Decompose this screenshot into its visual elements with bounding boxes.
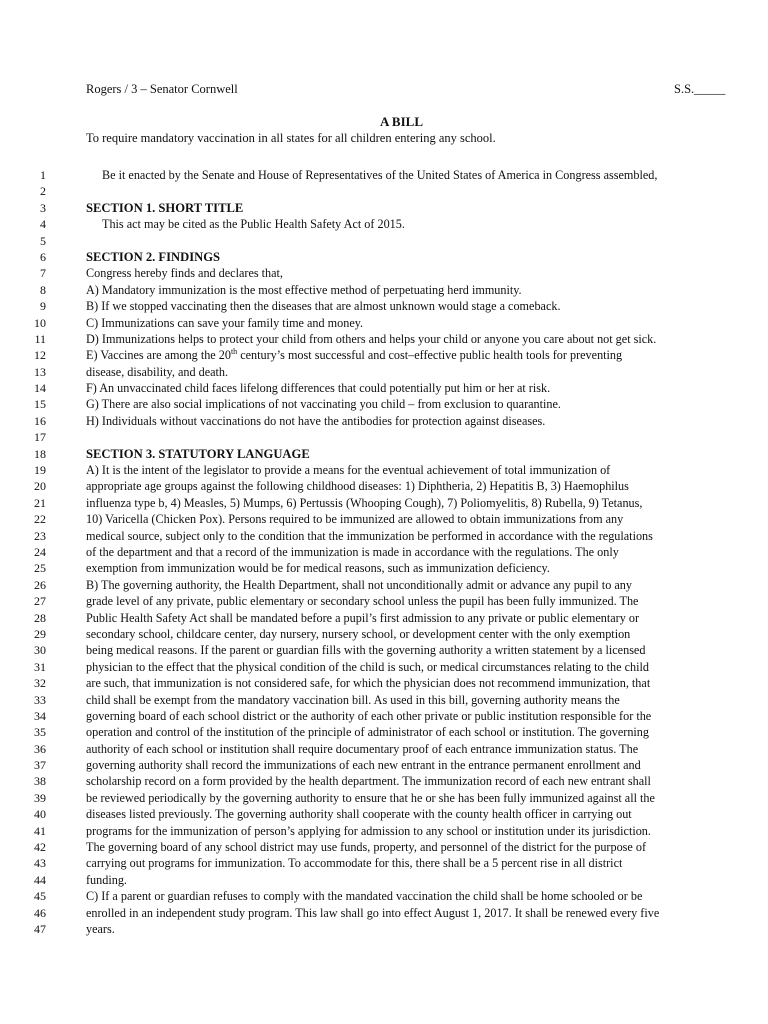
line-number: 30 [34,643,46,658]
line-text: grade level of any private, public elementary or secondary school unless the pupil has been fully immunized. The [86,594,639,609]
bill-line [0,380,768,396]
line-text: carrying out programs for immunization. To accommodate for this, there shall be a 5 percent rise in all district [86,856,623,871]
session-number: S.S._____ [674,82,726,96]
line-text: be reviewed periodically by the governing authority to ensure that he or she has been fully immunized against all the [86,790,655,805]
line-number: 15 [34,397,46,412]
line-text: exemption from immunization would be for medical reasons, such as immunization deficiency. [86,561,550,576]
bill-line [0,806,768,822]
bill-line [0,790,768,806]
line-text: operation and control of the institution of the principle of administrator of each school or institution. The governing [86,725,649,740]
line-text: scholarship record on a form provided by the health department. The immunization record of each new entrant shall [86,774,651,789]
line-number: 8 [40,282,46,297]
line-number: 7 [40,266,46,281]
bill-title: A BILL [380,114,423,129]
line-number: 21 [34,495,46,510]
line-number: 22 [34,512,46,527]
section-heading: SECTION 3. STATUTORY LANGUAGE [86,446,310,461]
bill-line [0,233,768,249]
bill-line [0,528,768,544]
bill-line [0,757,768,773]
bill-line [0,708,768,724]
line-number: 26 [34,577,46,592]
line-text: medical source, subject only to the condition that the immunization be performed in accordance with the regulations [86,528,653,543]
numbered-bill-text [0,167,768,937]
bill-line [0,200,768,216]
bill-line [0,282,768,298]
bill-line [0,331,768,347]
bill-line [0,872,768,888]
bill-line [0,167,768,183]
line-text: enrolled in an independent study program. This law shall go into effect August 1, 2017. It shall be renewed every five [86,905,660,920]
bill-line [0,183,768,199]
line-number: 3 [40,200,46,215]
line-text: influenza type b, 4) Measles, 5) Mumps, 6) Pertussis (Whooping Cough), 7) Poliomyelitis, 8) Rubella, 9) Tetanus, [86,495,643,510]
bill-line [0,249,768,265]
line-text: of the department and that a record of the immunization is made in accordance with the regulations. The only [86,544,619,559]
line-number: 43 [34,856,46,871]
line-text: Be it enacted by the Senate and House of Representatives of the United States of America in Congress assembled, [102,168,658,182]
line-text: The governing board of any school district may use funds, property, and personnel of the district for the purpose of [86,840,647,855]
line-number: 34 [34,708,46,723]
line-number: 23 [34,528,46,543]
line-number: 12 [34,348,46,363]
bill-line [0,675,768,691]
line-text: programs for the immunization of person’s applying for admission to any school or institution under its jurisdiction. [86,823,651,838]
section-heading: SECTION 1. SHORT TITLE [86,200,244,215]
bill-line [0,741,768,757]
line-text: secondary school, childcare center, day nursery, nursery school, or development center with the only exemption [86,626,631,641]
line-text: Congress hereby finds and declares that, [86,266,283,281]
line-text: disease, disability, and death. [86,364,229,379]
bill-line [0,478,768,494]
bill-line [0,446,768,462]
line-number: 44 [34,872,46,887]
line-text: C) If a parent or guardian refuses to comply with the mandated vaccination the child shall be home schooled or be [86,889,643,904]
bill-line [0,823,768,839]
bill-line [0,364,768,380]
line-text: physician to the effect that the physical condition of the child is such, or medical circumstances relating to the child [86,659,649,674]
ordinal-superscript: th [230,347,238,357]
line-text: G) There are also social implications of not vaccinating you child – from exclusion to quarantine. [86,397,561,412]
bill-line [0,495,768,511]
line-number: 31 [34,659,46,674]
line-number: 6 [40,249,46,264]
bill-line [0,593,768,609]
bill-line [0,544,768,560]
bill-line [0,839,768,855]
line-number: 29 [34,626,46,641]
line-text: years. [86,921,115,936]
bill-line [0,905,768,921]
bill-line [0,577,768,593]
line-text-part: century’s most successful and cost–effective public health tools for preventing [237,348,623,363]
line-number: 45 [34,889,46,904]
bill-purpose: To require mandatory vaccination in all states for all children entering any school. [86,131,496,145]
line-number: 38 [34,774,46,789]
line-number: 10 [34,315,46,330]
line-text: funding. [86,872,127,887]
line-number: 27 [34,594,46,609]
line-number: 32 [34,676,46,691]
line-number: 14 [34,381,46,396]
line-number: 37 [34,758,46,773]
line-text: governing board of each school district or the authority of each other private or public institution responsible for the [86,708,652,723]
line-number: 28 [34,610,46,625]
line-number: 4 [40,217,46,232]
line-number: 20 [34,479,46,494]
bill-line [0,642,768,658]
line-text: are such, that immunization is not considered safe, for which the physician does not recommend immunization, that [86,676,651,691]
line-number: 1 [40,168,46,182]
line-number: 41 [34,823,46,838]
line-text: C) Immunizations can save your family time and money. [86,315,364,330]
bill-line [0,413,768,429]
bill-line [0,626,768,642]
line-text: D) Immunizations helps to protect your child from others and helps your child or anyone you care about not get sick. [86,331,657,346]
bill-line [0,265,768,281]
bill-line [0,659,768,675]
line-number: 39 [34,790,46,805]
line-number: 36 [34,741,46,756]
line-text: appropriate age groups against the following childhood diseases: 1) Diphtheria, 2) Hepatitis B, 3) Haemophilus [86,479,629,494]
line-text [86,347,622,363]
line-text: Public Health Safety Act shall be mandated before a pupil’s first admission to any private or public elementary or [86,610,640,625]
line-number: 13 [34,364,46,379]
line-number: 46 [34,905,46,920]
line-number: 40 [34,807,46,822]
line-number: 18 [34,446,46,461]
bill-line [0,855,768,871]
line-text: B) The governing authority, the Health Department, shall not unconditionally admit or advance any pupil to any [86,577,632,592]
bill-line [0,298,768,314]
line-number: 2 [40,184,46,199]
line-text: B) If we stopped vaccinating then the diseases that are almost unknown would stage a comeback. [86,299,561,314]
line-number: 16 [34,413,46,428]
section-heading: SECTION 2. FINDINGS [86,249,221,264]
line-text: A) It is the intent of the legislator to provide a means for the eventual achievement of total immunization of [86,463,611,478]
line-text: authority of each school or institution shall require documentary proof of each entrance immunization status. The [86,741,639,756]
bill-line [0,462,768,478]
author-header: Rogers / 3 – Senator Cornwell [86,82,238,96]
line-number: 25 [34,561,46,576]
bill-line [0,511,768,527]
bill-line [0,773,768,789]
bill-line [0,315,768,331]
bill-line [0,692,768,708]
line-number: 24 [34,544,46,559]
line-number: 11 [34,331,46,346]
bill-line [0,888,768,904]
bill-line [0,724,768,740]
line-number: 9 [40,299,46,314]
line-text: being medical reasons. If the parent or guardian fills with the governing authority a written statement by a licensed [86,643,646,658]
line-text: governing authority shall record the immunizations of each new entrant in the entrance permanent enrollment and [86,758,641,773]
line-text: diseases listed previously. The governing authority shall cooperate with the county health officer in carrying out [86,807,632,822]
bill-line [0,347,768,363]
line-number: 42 [34,840,46,855]
line-text: 10) Varicella (Chicken Pox). Persons required to be immunized are allowed to obtain immunizations from any [86,512,624,527]
line-text: H) Individuals without vaccinations do not have the antibodies for protection against diseases. [86,413,546,428]
line-text-part: E) Vaccines are among the 20 [86,348,231,363]
bill-line [0,396,768,412]
bill-line [0,610,768,626]
line-number: 5 [40,233,46,248]
bill-line [0,216,768,232]
line-number: 35 [34,725,46,740]
line-number: 17 [34,430,46,445]
line-number: 19 [34,463,46,478]
line-number: 33 [34,692,46,707]
bill-line [0,429,768,445]
line-text: F) An unvaccinated child faces lifelong differences that could potentially put him or her at risk. [86,381,551,396]
line-text: This act may be cited as the Public Health Safety Act of 2015. [102,217,405,232]
line-text: A) Mandatory immunization is the most effective method of perpetuating herd immunity. [86,282,522,297]
line-number: 47 [34,921,46,936]
line-text: child shall be exempt from the mandatory vaccination bill. As used in this bill, governing authority means the [86,692,620,707]
bill-line [0,560,768,576]
bill-line [0,921,768,937]
